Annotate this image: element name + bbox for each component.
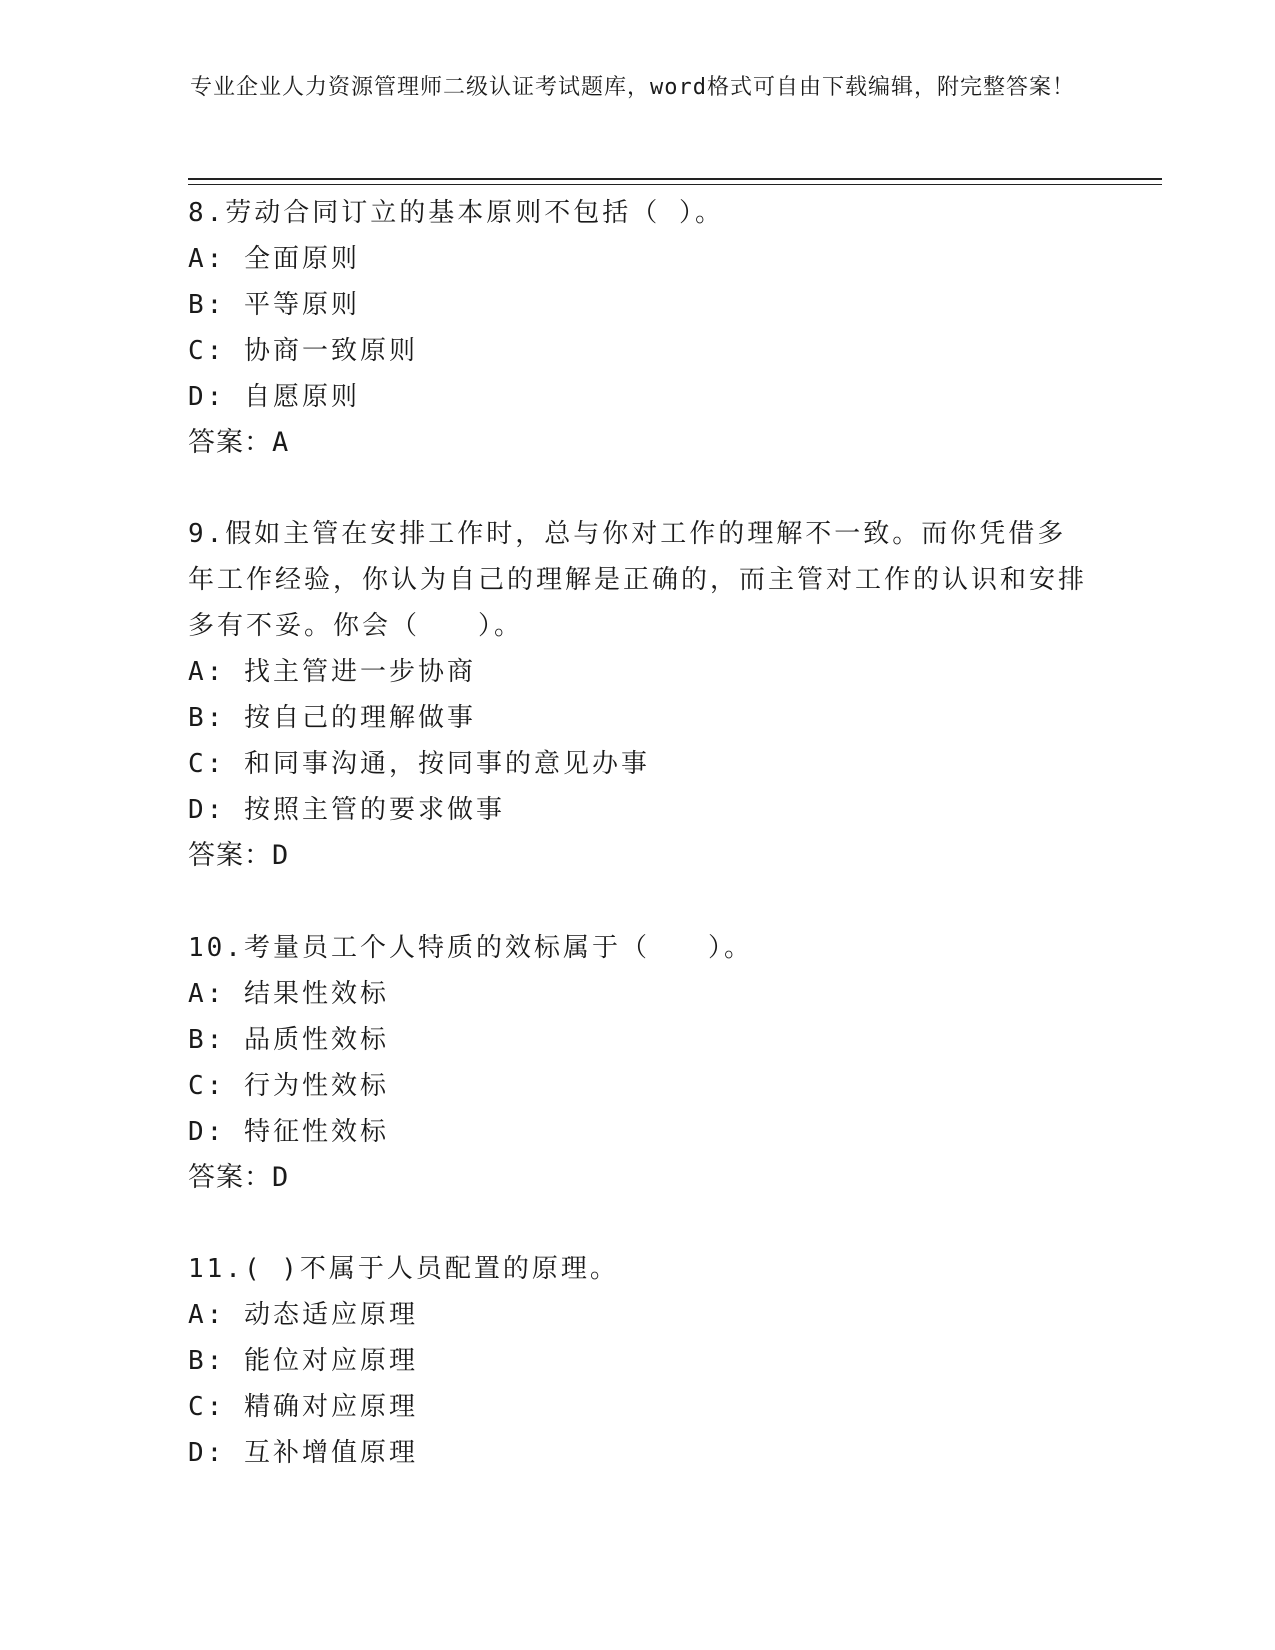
question-9 xyxy=(188,511,1088,879)
option-a: A: 找主管进一步协商 xyxy=(188,657,476,687)
question-stem: 10.考量员工个人特质的效标属于（ ）。 xyxy=(188,933,753,963)
question-8 xyxy=(188,190,1088,466)
answer: 答案：D xyxy=(188,1162,290,1193)
option-d: D: 按照主管的要求做事 xyxy=(188,795,505,825)
option-b: B: 平等原则 xyxy=(188,290,360,320)
option-a: A: 全面原则 xyxy=(188,244,360,274)
option-c: C: 精确对应原理 xyxy=(188,1392,418,1422)
document-header: 专业企业人力资源管理师二级认证考试题库，word格式可自由下载编辑，附完整答案！ xyxy=(190,75,1075,100)
option-b: B: 按自己的理解做事 xyxy=(188,703,476,733)
option-b: B: 能位对应原理 xyxy=(188,1346,418,1376)
option-c: C: 行为性效标 xyxy=(188,1071,389,1101)
option-b: B: 品质性效标 xyxy=(188,1025,389,1055)
question-stem: 8.劳动合同订立的基本原则不包括（ ）。 xyxy=(188,198,724,228)
answer: 答案：A xyxy=(188,427,290,458)
header-divider-thick xyxy=(188,178,1162,180)
option-d: D: 自愿原则 xyxy=(188,382,360,412)
question-11 xyxy=(188,1246,1088,1476)
question-stem: 11.( )不属于人员配置的原理。 xyxy=(188,1254,619,1284)
header-divider-thin xyxy=(188,184,1162,185)
question-10 xyxy=(188,925,1088,1201)
option-a: A: 动态适应原理 xyxy=(188,1300,418,1330)
option-a: A: 结果性效标 xyxy=(188,979,389,1009)
option-c: C: 协商一致原则 xyxy=(188,336,418,366)
question-stem: 9.假如主管在安排工作时，总与你对工作的理解不一致。而你凭借多年工作经验，你认为自己的理解是正确的，而主管对工作的认识和安排多有不妥。你会（ ）。 xyxy=(188,519,1088,641)
option-c: C: 和同事沟通，按同事的意见办事 xyxy=(188,749,650,779)
option-d: D: 特征性效标 xyxy=(188,1117,389,1147)
option-d: D: 互补增值原理 xyxy=(188,1438,418,1468)
answer: 答案：D xyxy=(188,840,290,871)
